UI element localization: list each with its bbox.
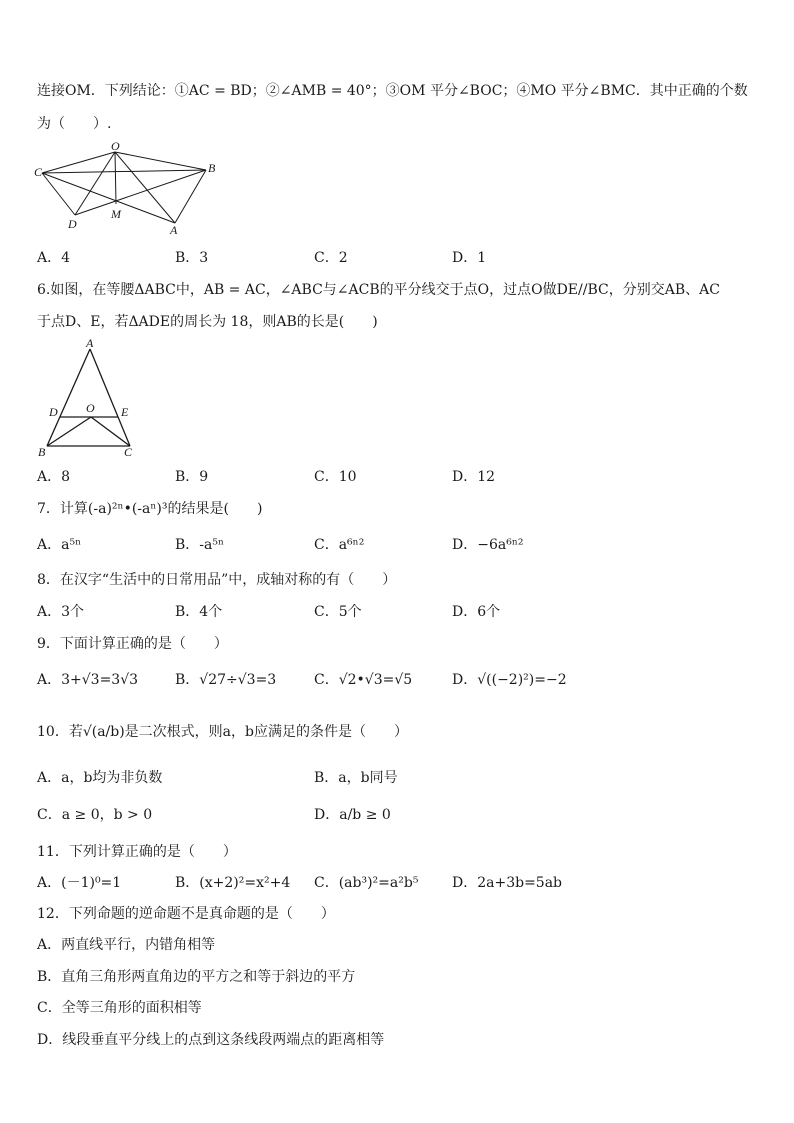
q11-option-a: A．(－1)⁰=1 [37, 875, 122, 891]
q6-label-d: D [49, 405, 58, 419]
q5-option-c: C．2 [314, 250, 348, 266]
q11-option-b: B．(x+2)²=x²+4 [175, 875, 291, 891]
q8-option-a: A．3个 [37, 604, 85, 620]
q11-option-d: D．2a+3b=5ab [452, 875, 563, 891]
q9-option-a: A．3+√3=3√3 [37, 672, 139, 688]
q7-option-a: A．a⁵ⁿ [37, 537, 82, 553]
q10-stem: 10．若√(a/b)是二次根式，则a，b应满足的条件是（ ） [37, 724, 408, 740]
q6-option-a: A．8 [37, 469, 71, 485]
q5-label-d: D [68, 217, 77, 231]
q8-stem: 8．在汉字“生活中的日常用品”中，成轴对称的有（ ） [37, 572, 397, 588]
q11-stem: 11．下列计算正确的是（ ） [37, 844, 237, 860]
q7-stem: 7．计算(-a)²ⁿ•(-aⁿ)³的结果是( ) [37, 501, 263, 517]
q6-option-c: C．10 [314, 469, 357, 485]
q5-label-a: A [170, 223, 178, 237]
q8-option-c: C．5个 [314, 604, 362, 620]
q10-option-c: C．a ≥ 0，b > 0 [37, 807, 153, 823]
q6-label-a: A [86, 338, 94, 350]
q12-option-a: A．两直线平行，内错角相等 [37, 937, 216, 953]
q5-stem-line1: 连接OM．下列结论：①AC = BD；②∠AMB = 40°；③OM 平分∠BOC；④MO 平分∠BMC．其中正确的个数 [37, 83, 748, 99]
q12-option-b: B．直角三角形两直角边的平方之和等于斜边的平方 [37, 969, 356, 985]
q6-figure [34, 338, 144, 460]
q6-label-b: B [38, 445, 46, 459]
q6-stem-line1: 6.如图，在等腰ΔABC中，AB = AC，∠ABC与∠ACB的平分线交于点O，过点O做DE//BC，分别交AB、AC [37, 282, 720, 298]
q10-option-d: D．a/b ≥ 0 [314, 807, 391, 823]
q6-label-o: O [86, 401, 95, 415]
q8-option-b: B．4个 [175, 604, 223, 620]
q7-option-d: D．−6a⁶ⁿ² [452, 537, 524, 553]
q5-stem-line2: 为（ ）. [37, 116, 112, 132]
q9-option-d: D．√((−2)²)=−2 [452, 672, 567, 688]
q10-option-a: A．a，b均为非负数 [37, 770, 163, 786]
q10-option-b: B．a，b同号 [314, 770, 398, 786]
q5-label-b: B [208, 161, 216, 175]
q5-option-b: B．3 [175, 250, 209, 266]
q6-label-c: C [124, 445, 133, 459]
q8-option-d: D．6个 [452, 604, 501, 620]
q7-option-c: C．a⁶ⁿ² [314, 537, 365, 553]
q5-figure [34, 140, 224, 240]
q9-stem: 9．下面计算正确的是（ ） [37, 636, 228, 652]
q11-option-c: C．(ab³)²=a²b⁵ [314, 875, 419, 891]
q12-option-d: D．线段垂直平分线上的点到这条线段两端点的距离相等 [37, 1032, 385, 1048]
q6-stem-line2: 于点D、E，若ΔADE的周长为 18，则AB的长是( ) [37, 314, 378, 330]
q5-label-o: O [111, 140, 120, 153]
q6-option-b: B．9 [175, 469, 209, 485]
q6-option-d: D．12 [452, 469, 496, 485]
q12-stem: 12．下列命题的逆命题不是真命题的是（ ） [37, 906, 335, 922]
q5-label-m: M [111, 207, 121, 221]
q7-option-b: B．-a⁵ⁿ [175, 537, 225, 553]
q9-option-c: C．√2•√3=√5 [314, 672, 413, 688]
q6-label-e: E [121, 405, 129, 419]
q5-option-a: A．4 [37, 250, 71, 266]
q5-option-d: D．1 [452, 250, 487, 266]
q9-option-b: B．√27÷√3=3 [175, 672, 277, 688]
q5-label-c: C [34, 165, 43, 179]
q12-option-c: C．全等三角形的面积相等 [37, 1000, 202, 1016]
